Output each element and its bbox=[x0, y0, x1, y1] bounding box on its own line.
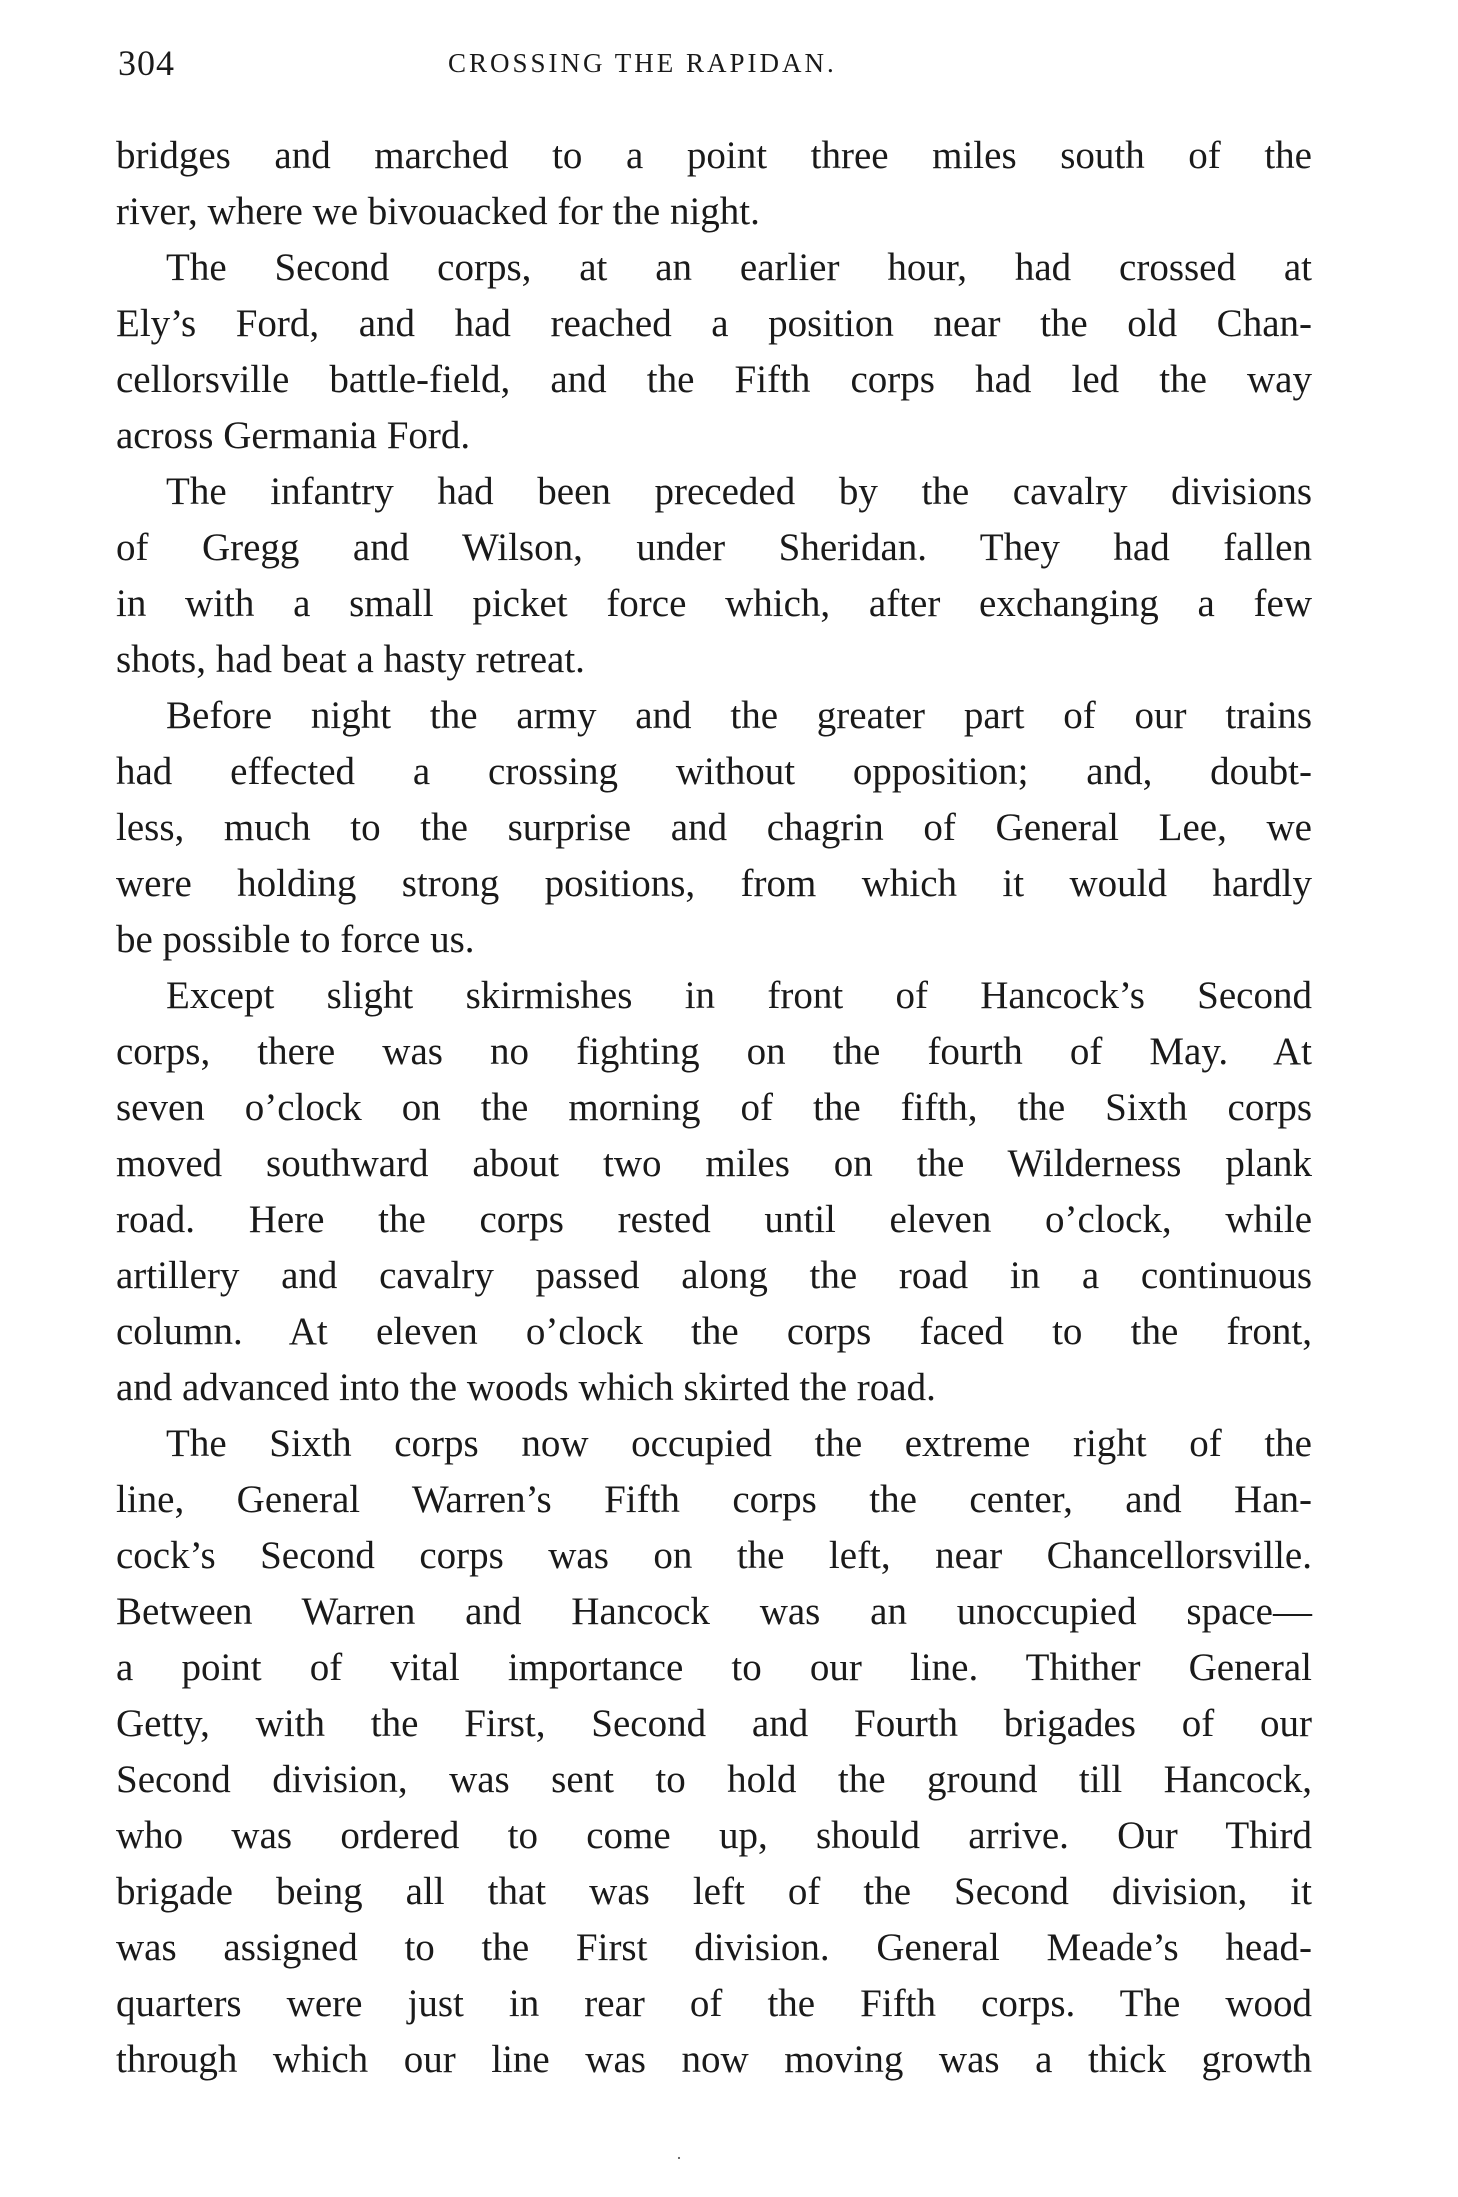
text-line: be possible to force us. bbox=[116, 918, 475, 961]
text-line: moved southward about two miles on the Wilderness plank bbox=[116, 1142, 1312, 1185]
text-line: Except slight skirmishes in front of Hancock’s Second bbox=[166, 974, 1312, 1017]
text-line: and advanced into the woods which skirted the road. bbox=[116, 1366, 936, 1409]
text-line: brigade being all that was left of the Second division, it bbox=[116, 1870, 1312, 1913]
text-line: seven o’clock on the morning of the fifth, the Sixth corps bbox=[116, 1086, 1312, 1129]
text-line: Between Warren and Hancock was an unoccupied space— bbox=[116, 1590, 1312, 1633]
text-line: in with a small picket force which, after exchanging a few bbox=[116, 582, 1312, 625]
page-number: 304 bbox=[118, 43, 175, 83]
text-line: of Gregg and Wilson, under Sheridan. They had fallen bbox=[116, 526, 1312, 569]
text-line: cock’s Second corps was on the left, near Chancellorsville. bbox=[116, 1534, 1312, 1577]
text-line: Before night the army and the greater part of our trains bbox=[166, 694, 1312, 737]
text-line: Ely’s Ford, and had reached a position near the old Chan- bbox=[116, 302, 1312, 345]
running-head bbox=[118, 42, 1298, 90]
text-line: Second division, was sent to hold the ground till Hancock, bbox=[116, 1758, 1312, 1801]
text-line: Getty, with the First, Second and Fourth brigades of our bbox=[116, 1702, 1312, 1745]
text-line: a point of vital importance to our line. Thither General bbox=[116, 1646, 1312, 1689]
text-line: The Second corps, at an earlier hour, had crossed at bbox=[166, 246, 1312, 289]
text-line: was assigned to the First division. General Meade’s head- bbox=[116, 1926, 1312, 1969]
text-line: The Sixth corps now occupied the extreme right of the bbox=[166, 1422, 1312, 1465]
text-line: less, much to the surprise and chagrin of General Lee, we bbox=[116, 806, 1312, 849]
text-line: bridges and marched to a point three miles south of the bbox=[116, 134, 1312, 177]
text-line: had effected a crossing without opposition; and, doubt- bbox=[116, 750, 1312, 793]
text-line: river, where we bivouacked for the night. bbox=[116, 190, 760, 233]
text-line: shots, had beat a hasty retreat. bbox=[116, 638, 585, 681]
footer-mark: · bbox=[676, 2148, 682, 2168]
body-text bbox=[116, 128, 1312, 2088]
text-line: through which our line was now moving was a thick growth bbox=[116, 2038, 1312, 2081]
text-line: cellorsville battle-field, and the Fifth corps had led the way bbox=[116, 358, 1312, 401]
text-line: quarters were just in rear of the Fifth corps. The wood bbox=[116, 1982, 1312, 2025]
text-line: artillery and cavalry passed along the road in a continuous bbox=[116, 1254, 1312, 1297]
text-line: who was ordered to come up, should arrive. Our Third bbox=[116, 1814, 1312, 1857]
text-line: The infantry had been preceded by the cavalry divisions bbox=[166, 470, 1312, 513]
text-line: corps, there was no fighting on the fourth of May. At bbox=[116, 1030, 1312, 1073]
text-line: across Germania Ford. bbox=[116, 414, 471, 457]
running-title: CROSSING THE RAPIDAN. bbox=[448, 48, 837, 78]
text-line: road. Here the corps rested until eleven o’clock, while bbox=[116, 1198, 1312, 1241]
text-line: column. At eleven o’clock the corps faced to the front, bbox=[116, 1310, 1312, 1353]
text-line: were holding strong positions, from which it would hardly bbox=[116, 862, 1312, 905]
text-line: line, General Warren’s Fifth corps the center, and Han- bbox=[116, 1478, 1312, 1521]
